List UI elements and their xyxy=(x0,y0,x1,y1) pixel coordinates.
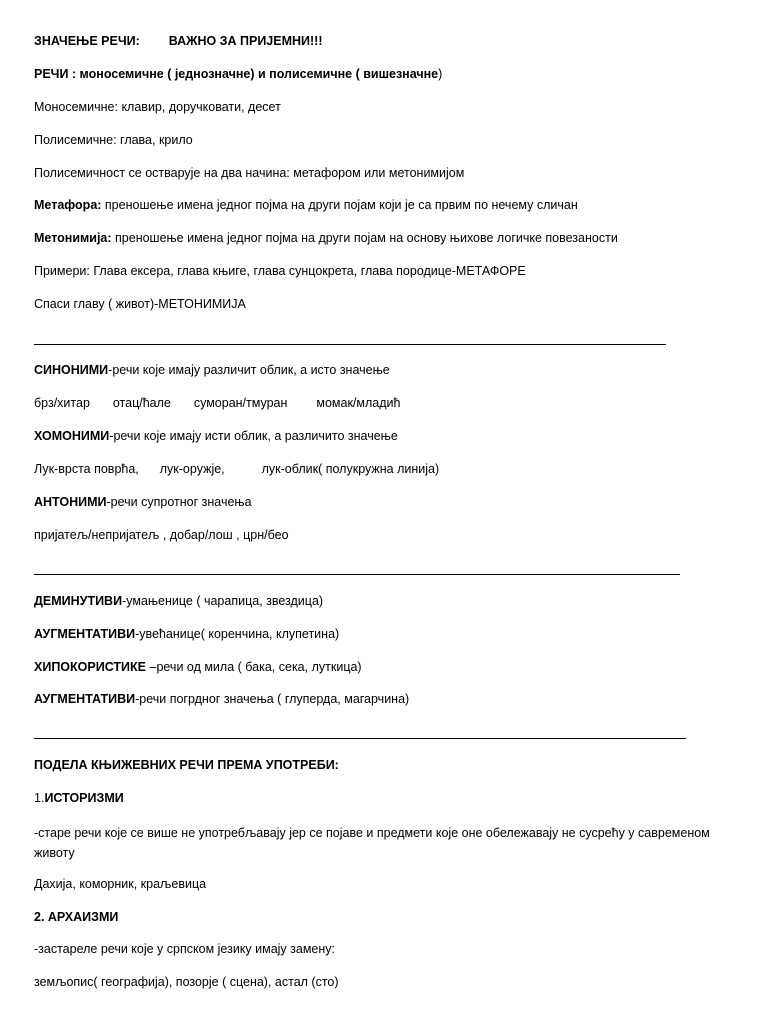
istorizmi-examples: Дахија, коморник, краљевица xyxy=(34,877,207,891)
sinonimi-examples: брз/хитар отац/ћале суморан/тмуран момак/младић xyxy=(34,396,401,410)
doc-title xyxy=(34,33,323,49)
sinonimi-term: СИНОНИМИ xyxy=(34,363,109,377)
homonimi-line: ХОМОНИМИ-речи које имају исти облик, а различито значење xyxy=(34,429,398,443)
metonimija-line: Метонимија: преношење имена једног појма на други појам на основу њихове логичке повезаности xyxy=(34,231,618,245)
antonimi-line: АНТОНИМИ-речи супротног значења xyxy=(34,495,252,509)
divider-1 xyxy=(34,344,666,345)
metafora-term: Метафора: xyxy=(34,198,102,212)
antonimi-examples: пријатељ/непријатељ , добар/лош , црн/бео xyxy=(34,528,289,542)
title-part-1: ЗНАЧЕЊЕ РЕЧИ: xyxy=(34,34,140,48)
metonimija-term: Метонимија: xyxy=(34,231,112,245)
istorizmi-term: ИСТОРИЗМИ xyxy=(44,791,124,805)
deminutivi-line: ДЕМИНУТИВИ-умањенице ( чарапица, звездица) xyxy=(34,594,324,608)
homonimi-examples: Лук-врста поврћа, лук-оружје, лук-облик( полукружна линија) xyxy=(34,462,440,476)
divider-3 xyxy=(34,738,686,739)
hipokoristike-line: ХИПОКОРИСТИКЕ –речи од мила ( бака, сека, луткица) xyxy=(34,660,362,674)
arhaizmi-def: -застареле речи које у српском језику имају замену: xyxy=(34,942,336,956)
polisemicnost-line: Полисемичност се остварује на два начина: метафором или метонимијом xyxy=(34,166,465,180)
deminutivi-term: ДЕМИНУТИВИ xyxy=(34,594,123,608)
podela-heading: ПОДЕЛА КЊИЖЕВНИХ РЕЧИ ПРЕМА УПОТРЕБИ: xyxy=(34,758,339,772)
augmentativi2-term: АУГМЕНТАТИВИ xyxy=(34,692,136,706)
divider-2 xyxy=(34,574,680,575)
polisemicne-line: Полисемичне: глава, крило xyxy=(34,133,193,147)
reci-heading: РЕЧИ : моносемичне ( једнозначне) и полисемичне ( вишезначне) xyxy=(34,67,443,81)
title-part-2: ВАЖНО ЗА ПРИЈЕМНИ!!! xyxy=(168,34,323,48)
spasi-line: Спаси главу ( живот)-МЕТОНИМИЈА xyxy=(34,297,246,311)
metafora-line: Метафора: преношење имена једног појма на други појам који је са првим по нечему сличан xyxy=(34,198,578,212)
homonimi-term: ХОМОНИМИ xyxy=(34,429,110,443)
augmentativi-term: АУГМЕНТАТИВИ xyxy=(34,627,136,641)
augmentativi2-line: АУГМЕНТАТИВИ-речи погрдног значења ( глуперда, магарчина) xyxy=(34,692,410,706)
arhaizmi-heading: 2. АРХАИЗМИ xyxy=(34,910,119,924)
antonimi-term: АНТОНИМИ xyxy=(34,495,107,509)
istorizmi-def: -старе речи које се више не употребљавају јер се појаве и предмети које оне обележавају не сусрећу у савременом животу xyxy=(34,826,710,860)
hipokoristike-term: ХИПОКОРИСТИКЕ xyxy=(34,660,147,674)
sinonimi-line: СИНОНИМИ-речи које имају различит облик, а исто значење xyxy=(34,363,390,377)
augmentativi-line: АУГМЕНТАТИВИ-увећанице( коренчина, клупетина) xyxy=(34,627,340,641)
istorizmi-heading: 1.ИСТОРИЗМИ xyxy=(34,791,124,805)
arhaizmi-examples: земљопис( географија), позорје ( сцена), астал (сто) xyxy=(34,975,339,989)
monosemicne-line: Моносемичне: клавир, доручковати, десет xyxy=(34,100,281,114)
primeri-line: Примери: Глава ексера, глава књиге, глава сунцокрета, глава породице-МЕТАФОРЕ xyxy=(34,264,526,278)
